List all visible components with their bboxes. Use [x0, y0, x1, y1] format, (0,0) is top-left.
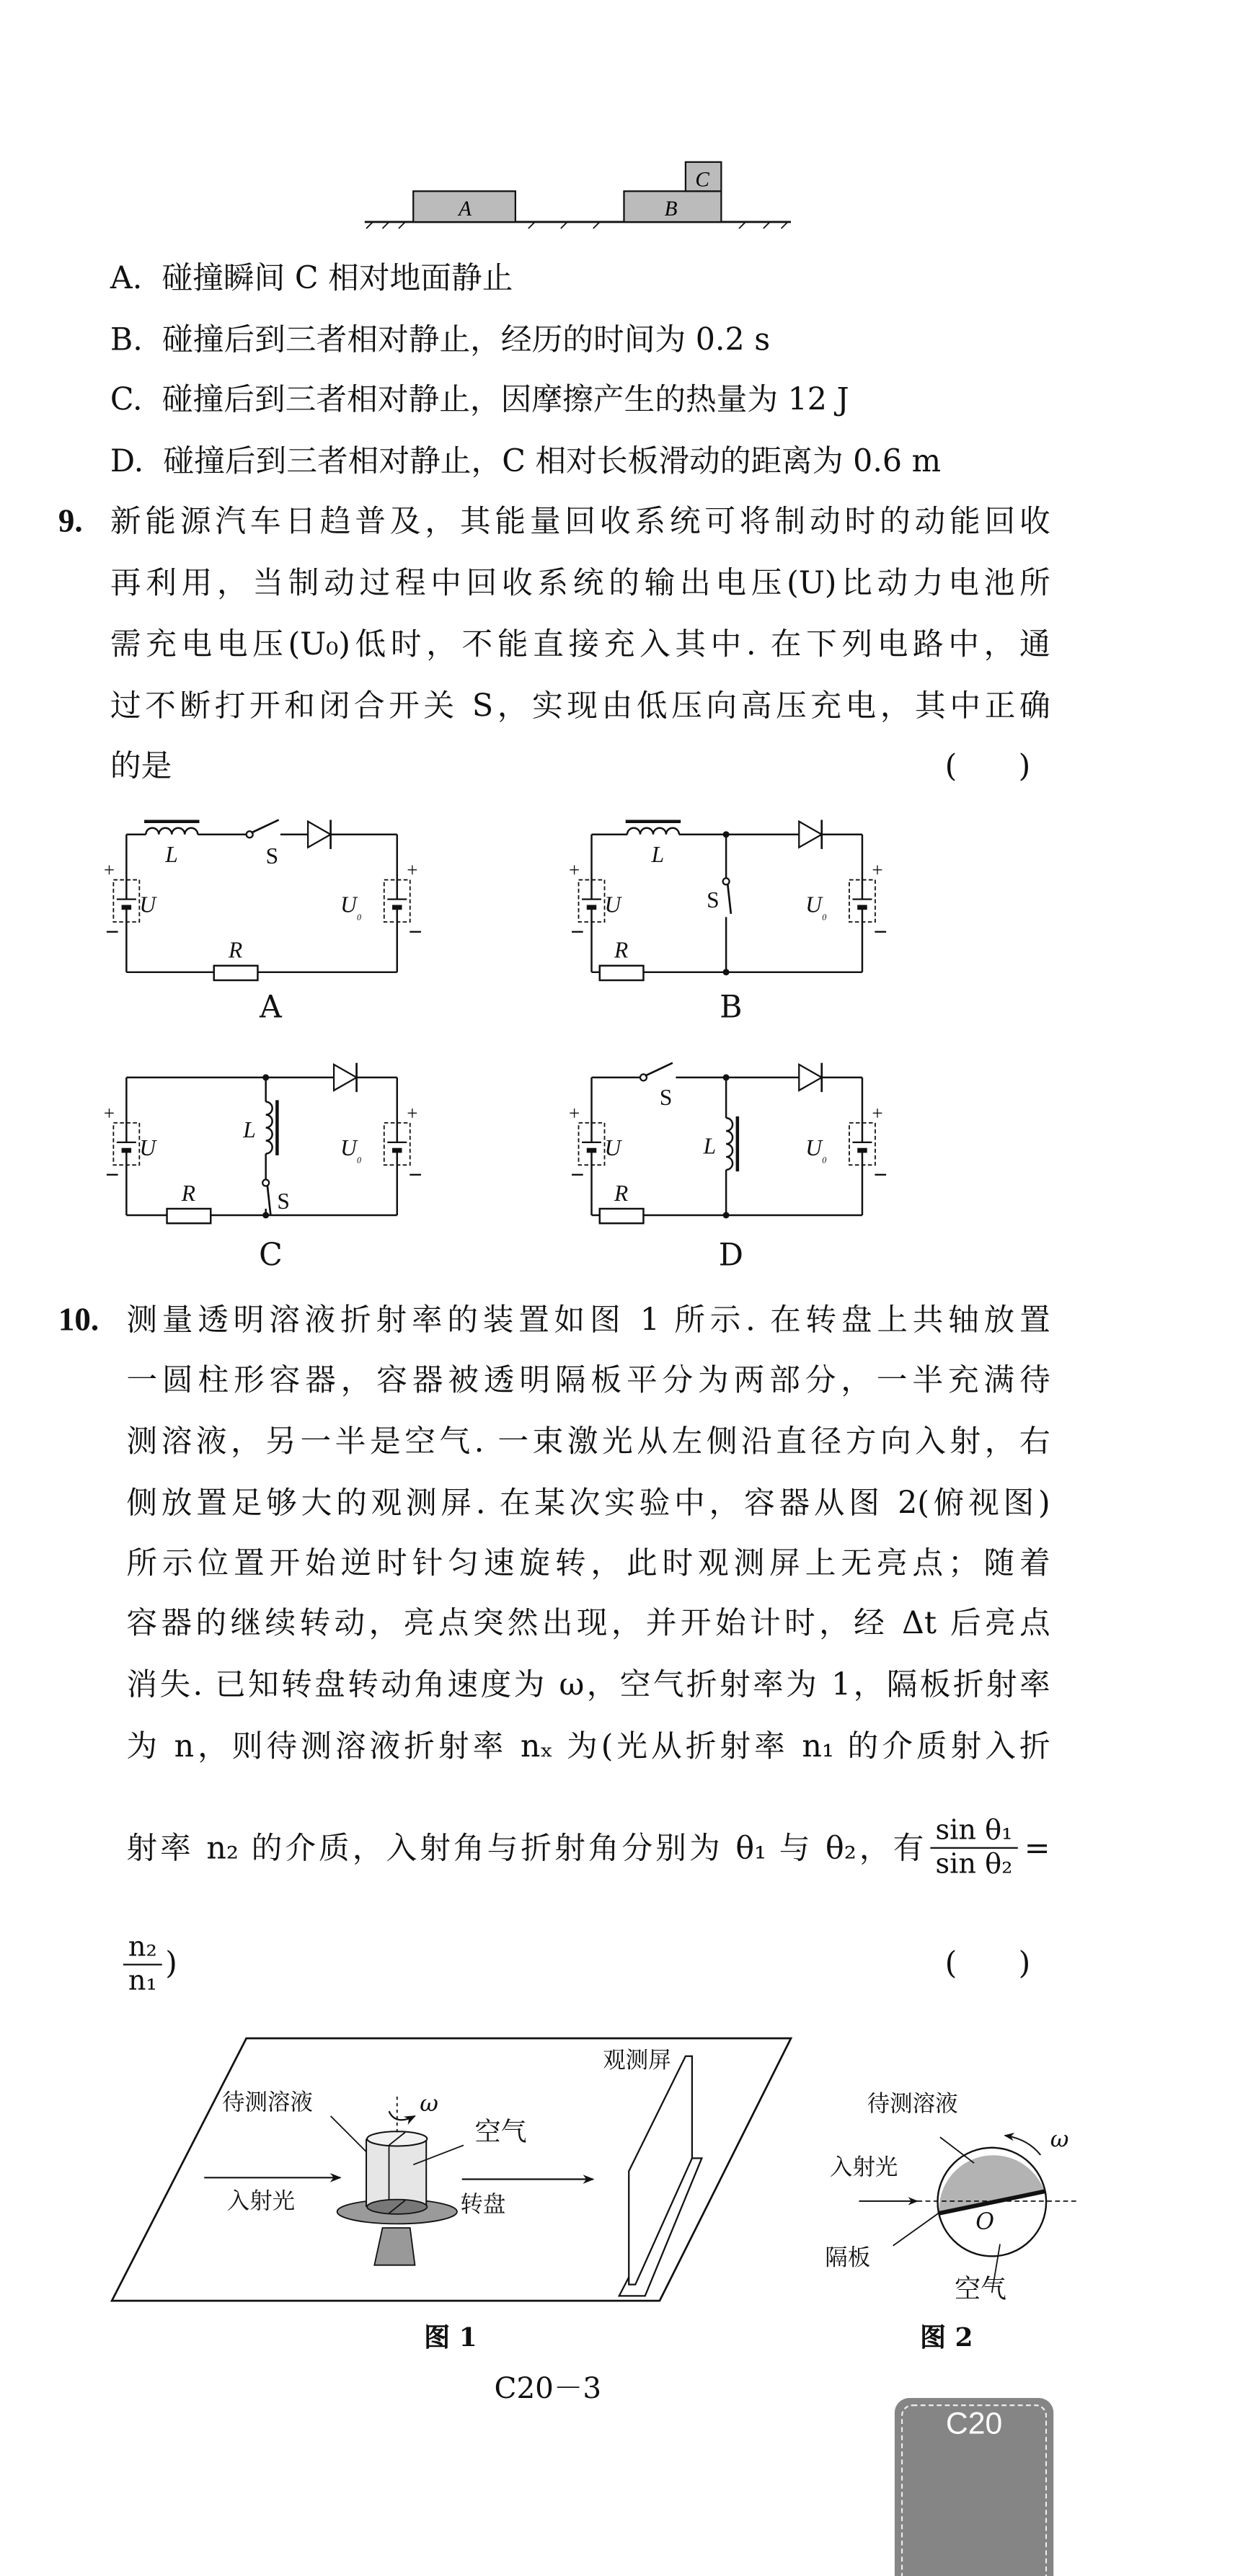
question-10-line: 侧放置足够大的观测屏. 在某次实验中，容器从图 2(俯视图) [126, 1485, 1050, 1522]
plus-sign: + [407, 859, 418, 881]
question-10-line: 所示位置开始逆时针匀速旋转，此时观测屏上无亮点；随着 [126, 1545, 1050, 1582]
battery-label: $U_{_0}$ [340, 892, 362, 921]
minus-sign: − [105, 1162, 120, 1189]
minus-sign: − [408, 1162, 422, 1189]
inductor-label: L [243, 1117, 256, 1143]
minus-sign: − [105, 918, 120, 946]
figure-1-caption: 图 1 [424, 2322, 477, 2353]
plus-sign: + [103, 1102, 115, 1124]
inductor-label: L [651, 841, 665, 867]
fig2-solution-label: 待测溶液 [867, 2092, 958, 2118]
block-c-label: C [695, 168, 709, 192]
source-label: U [604, 892, 621, 918]
battery-label: $U_{_0}$ [340, 1134, 362, 1164]
option-label: A. [110, 260, 143, 297]
source-label: U [139, 892, 156, 918]
question-10-line: 射率 n₂ 的介质，入射角与折射角分别为 θ₁ 与 θ₂，有 [126, 1831, 924, 1867]
circuit-caption: A [259, 990, 282, 1026]
fig2-omega-label: ω [1050, 2127, 1069, 2154]
source-label: U [604, 1134, 621, 1160]
plus-sign: + [103, 859, 115, 881]
question-10-number: 10. [58, 1302, 99, 1338]
source-label: U [139, 1134, 156, 1160]
plus-sign: + [872, 859, 883, 881]
fig1-screen-label: 观测屏 [603, 2048, 671, 2074]
question-9-line: 需充电电压(U₀)低时，不能直接充入其中. 在下列电路中，通 [110, 626, 1050, 663]
switch-label: S [659, 1085, 673, 1111]
minus-sign: − [570, 1162, 585, 1189]
plus-sign: + [872, 1102, 883, 1124]
minus-sign: − [570, 918, 585, 946]
answer-paren: ( ) [944, 1945, 1031, 1982]
resistor-label: R [228, 937, 243, 963]
battery-label: $U_{_0}$ [805, 892, 828, 921]
question-10-line: 测溶液，另一半是空气. 一束激光从左侧沿直径方向入射，右 [126, 1424, 1050, 1460]
battery-label: $U_{_0}$ [805, 1134, 828, 1164]
question-10-line: 为 n，则待测溶液折射率 nₓ 为(光从折射率 n₁ 的介质射入折 [126, 1728, 1050, 1765]
option-label: B. [110, 322, 143, 358]
option-text: 碰撞后到三者相对静止，经历的时间为 0.2 s [162, 322, 771, 358]
fig1-solution-label: 待测溶液 [221, 2089, 313, 2116]
switch-label: S [265, 843, 279, 869]
minus-sign: − [873, 918, 888, 946]
circuit-caption: B [720, 990, 743, 1026]
switch-label: S [277, 1189, 290, 1214]
answer-paren: ( ) [944, 748, 1031, 785]
resistor-label: R [614, 1180, 629, 1206]
block-a-label: A [459, 197, 472, 221]
fig1-omega-label: ω [420, 2092, 438, 2118]
minus-sign: − [873, 1162, 888, 1189]
option-text: 碰撞后到三者相对静止，C 相对长板滑动的距离为 0.6 m [163, 443, 942, 480]
equals-sign: = [1024, 1831, 1050, 1867]
question-10-line: 消失. 已知转盘转动角速度为 ω，空气折射率为 1，隔板折射率 [126, 1667, 1050, 1703]
switch-label: S [707, 887, 720, 912]
inductor-label: L [165, 841, 178, 867]
option-text: 碰撞瞬间 C 相对地面静止 [161, 260, 513, 297]
question-10-line: 一圆柱形容器，容器被透明隔板平分为两部分，一半充满待 [126, 1362, 1050, 1399]
fig2-origin-label: O [975, 2210, 995, 2237]
fig1-incident-label: 入射光 [226, 2189, 296, 2216]
section-tab [895, 2398, 1053, 2576]
fig2-air-label: 空气 [955, 2273, 1007, 2304]
fig1-turntable-label: 转盘 [460, 2192, 506, 2219]
circuit-caption: D [718, 1238, 743, 1274]
block-b-label: B [664, 197, 678, 221]
resistor-label: R [614, 937, 629, 963]
fraction-numerator: sin θ₁ [935, 1814, 1013, 1847]
plus-sign: + [569, 1102, 580, 1124]
inductor-label: L [703, 1133, 717, 1159]
fig2-incident-label: 入射光 [829, 2154, 898, 2181]
fig2-partition-label: 隔板 [825, 2245, 871, 2272]
fraction-denominator: n₁ [123, 1964, 162, 1998]
option-label: C. [110, 382, 143, 418]
section-tab-label: C20 [945, 2407, 1003, 2442]
question-9-line: 过不断打开和闭合开关 S，实现由低压向高压充电，其中正确 [110, 688, 1050, 724]
plus-sign: + [569, 859, 580, 881]
option-text: 碰撞后到三者相对静止，因摩擦产生的热量为 12 J [161, 382, 849, 418]
minus-sign: − [408, 918, 422, 946]
question-10-line: 测量透明溶液折射率的装置如图 1 所示. 在转盘上共轴放置 [126, 1302, 1050, 1338]
plus-sign: + [407, 1102, 418, 1124]
close-paren: ) [165, 1945, 177, 1982]
circuit-caption: C [259, 1238, 283, 1274]
page-number: C20－3 [494, 2372, 602, 2407]
question-9-line: 新能源汽车日趋普及，其能量回收系统可将制动时的动能回收 [110, 504, 1050, 540]
fig1-air-label: 空气 [474, 2115, 527, 2147]
fraction-denominator: sin θ₂ [930, 1847, 1017, 1881]
option-label: D. [110, 443, 144, 480]
resistor-label: R [181, 1180, 196, 1206]
question-9-number: 9. [58, 504, 83, 540]
fraction-numerator: n₂ [128, 1931, 157, 1964]
question-9-line: 再利用，当制动过程中回收系统的输出电压(U)比动力电池所 [110, 565, 1050, 602]
question-9-line: 的是 [110, 748, 172, 785]
question-10-line: 容器的继续转动，亮点突然出现，并开始计时，经 Δt 后亮点 [126, 1605, 1050, 1642]
figure-2-caption: 图 2 [920, 2322, 973, 2353]
